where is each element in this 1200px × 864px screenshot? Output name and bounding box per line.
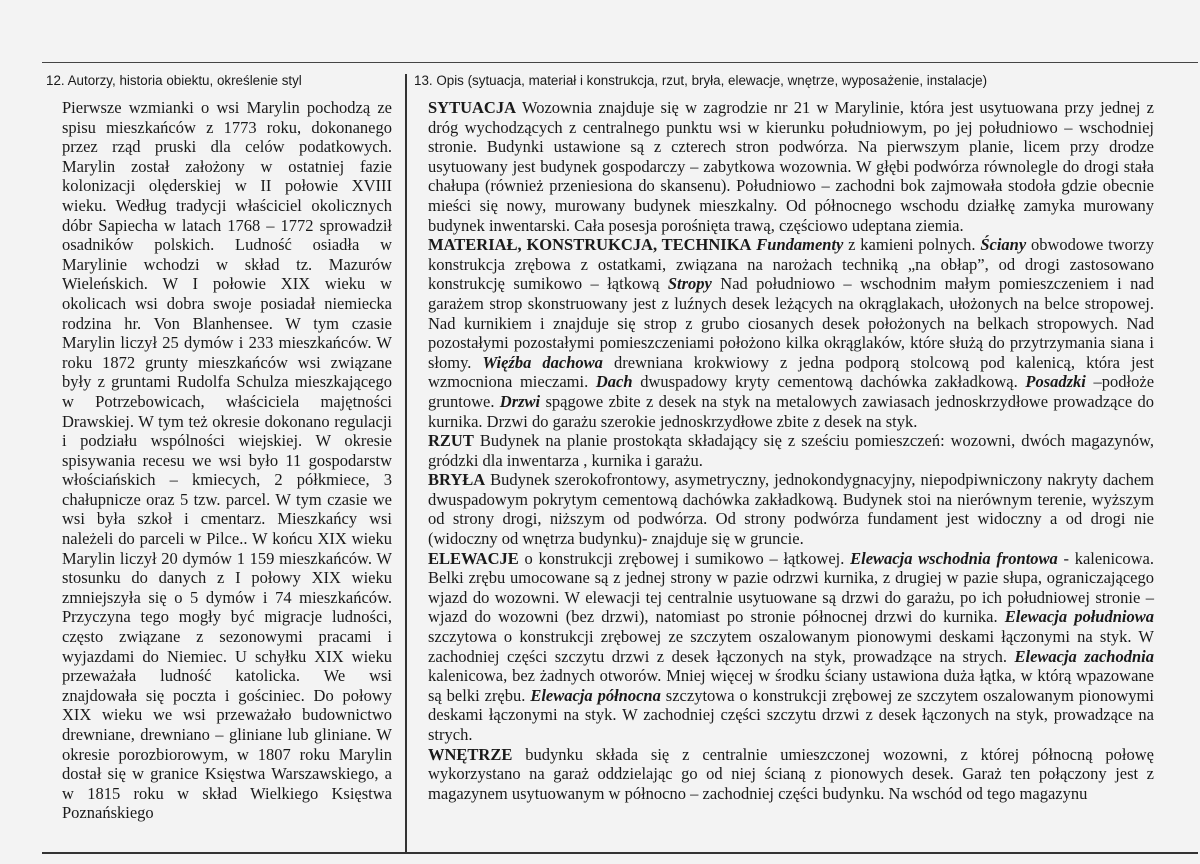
- sciany-text: obwodowe tworzy konstrukcja zrębowa z ostatkami, związana na narożach techniką „na obłap”, od drogi zastosowano konstrukcję sumikowo – łątkową: [428, 235, 1154, 294]
- stropy-text: Nad południowo – wschodnim małym pomieszczeniem i nad garażem strop skonstruowany jest z luźnych desek leżących na okrąglakach, ułożonych na belce stropowej. Nad kurnikiem i znajduje się strop z grubo ciosanych desek położonych na belkach stropowych. Nad pozostałymi pozostałymi pomieszczeniami położono kilka okrąglaków, które służą do przytrzymania siana i słomy.: [428, 274, 1154, 372]
- fundamenty-label: Fundamenty: [756, 235, 844, 255]
- history-paragraph: Pierwsze wzmianki o wsi Marylin pochodzą ze spisu mieszkańców z 1773 roku, dokonanego przez rząd pruski dla celów podatkowych. Marylin został założony w ostatniej fazie kolonizacji olęderskiej w II połowie XVIII wieku. Według tradycji właściciel okolicznych dóbr Sapiecha w latach 1768 – 1772 sprowadził osadników polskich. Ludność osiadła w Marylinie wchodzi w skład tz. Mazurów Wieleńskich. W I połowie XIX wieku w okolicach wsi dobra swoje posiadał niemiecka rodzina hr. Von Blanhensee. W tym czasie Marylin liczył 25 dymów i 233 mieszkańców. W roku 1872 grunty mieszkańców wsi związane były z gruntami Rudolfa Schulza mieszkającego w Potrzebowicach, właściciela majętności Drawskiej. W tym też okresie dokonano regulacji i podziału wspólności wiejskiej. W okresie spisywania recesu we wsi było 11 gospodarstw włościańskich – kmiecych, 2 półkmiece, 3 chałupnicze oraz 5 tzw. parcel. W tym czasie we wsi była szkoł i cmentarz. Mieszkańcy wsi należeli do parceli w Pilce.. W końcu XIX wieku Marylin liczył 20 dymów 1 159 mieszkańców. W stosunku do danych z I połowy XIX wieku zmniejszyła się o 5 dymów i 74 mieszkańców. Przyczyna tego mogły być migracje ludności, często związane z sezonowymi pracami i wyjazdami do Niemiec. U schyłku XIX wieku przeważała ludność katolicka. We wsi znajdowała się poczta i gościniec. Do połowy XIX wieku we wsi przeważało budownictwo drewniane, drewniano – gliniane lub gliniane. W okresie porozbiorowym, w 1807 roku Marylin dostał się w granice Księstwa Warszawskiego, a w 1815 roku w skład Wielkiego Księstwa Poznańskiego: [62, 98, 392, 823]
- elewacja-wschodnia-label: Elewacja wschodnia frontowa: [850, 548, 1058, 568]
- wnetrze-text: budynku składa się z centralnie umieszczonej wozowni, z której północną połowę wykorzystano na garaż oddzielając go od niej ścianą z pionowych desek. Garaż ten połączony jest z magazynem usytuowanym w północno – zachodniej części budynku. Na wschód od tego magazynu: [428, 744, 1154, 803]
- top-rule: [42, 62, 1198, 63]
- elewacja-zachodnia-text: kalenicowa, bez żadnych otworów. Mniej więcej w środku ściany ustawiona duża łątka, w którą wpazowane są belki zrębu.: [428, 666, 1154, 705]
- dach-label: Dach: [595, 372, 633, 392]
- elewacja-poludniowa-text: szczytowa o konstrukcji zrębowej ze szczytem oszalowanym pionowymi deskami łączonymi na styk. W zachodniej części szczytu drzwi z desek łączonych na styk, prowadzące na strych.: [428, 627, 1154, 666]
- sytuacja-text: Wozownia znajduje się w zagrodzie nr 21 w Marylinie, która jest usytuowana przy jednej z dróg wychodzących z centralnego punktu wsi w kierunku południowym, po jej południowo – wschodniej stronie. Budynki ustawione są z czterech stron podwórza. Na pierwszym planie, licem przy drodze usytuowany jest budynek gospodarczy – zabytkowa wozownia. W głębi podwórza równolegle do drogi stała chałupa (również przeniesiona do skansenu). Południowo – zachodni bok zajmowała stodoła gdzie obecnie mieści się nowy, murowany budynek mieszkalny. Od północnego wschodu działkę zamyka murowany budynek inwentarski. Cała posesja porośnięta trawą, częściowo udeptana ziemia.: [428, 98, 1154, 235]
- material-paragraph: [428, 235, 1154, 431]
- column-divider: [405, 74, 407, 854]
- elewacja-poludniowa-label: Elewacja południowa: [1004, 607, 1154, 627]
- drzwi-label: Drzwi: [499, 391, 541, 411]
- elewacje-intro: o konstrukcji zrębowej i sumikowo – łątkowej.: [518, 548, 851, 568]
- wiezba-text: drewniana krokwiowy z jedna podporą stolcową pod kalenicą, która jest wzmocniona mieczami.: [428, 352, 1154, 392]
- bryla-text: Budynek szerokofrontowy, asymetryczny, jednokondygnacyjny, niepodpiwniczony nakryty dachem dwuspadowym pokrytym cementową dachówka zakładkową. Budynek stoi na nierównym terenie, wyższym od strony drogi, niższym od podwórza. Od strony podwórza fundament jest widoczny a od drogi nie (widoczny od wnętrza budynku)- znajduje się w gruncie.: [428, 470, 1154, 549]
- rzut-text: Budynek na planie prostokąta składający się z sześciu pomieszczeń: wozowni, dwóch magazynów, gródzki dla inwentarza , kurnika i garażu.: [428, 431, 1154, 470]
- stropy-label: Stropy: [667, 274, 712, 294]
- wnetrze-heading: WNĘTRZE: [428, 744, 513, 764]
- description-column: [428, 98, 1154, 803]
- posadzki-label: Posadzki: [1025, 372, 1086, 392]
- dach-text: dwuspadowy kryty cementową dachówka zakładkową.: [632, 372, 1026, 392]
- elewacja-polnocna-label: Elewacja północna: [530, 685, 661, 705]
- posadzki-text: –podłoże gruntowe.: [428, 372, 1155, 411]
- wnetrze-paragraph: [428, 745, 1154, 804]
- drzwi-text: spągowe zbite z desek na styk na metalowych zawiasach jednoskrzydłowe prowadzące do kurnika. Drzwi do garażu szerokie jednoskrzydłowe zbite z desek na styk.: [428, 391, 1154, 431]
- history-column: [62, 98, 392, 823]
- sytuacja-paragraph: [428, 98, 1154, 235]
- sciany-label: Ściany: [980, 235, 1027, 255]
- section-12-header: 12. Autorzy, historia obiektu, określenie styl: [46, 73, 302, 88]
- elewacja-wschodnia-text: - kalenicowa. Belki zrębu umocowane są z jednej strony w pazie odrzwi kurnika, z drugiej w pazie słupa, ograniczającego wjazd do wozowni. W elewacji tej centralnie usytuowane są drzwi do garażu, po ich południowej stronie – wjazd do wozowni (bez drzwi), natomiast po stronie północnej drzwi do kurnika.: [428, 548, 1154, 627]
- elewacja-zachodnia-label: Elewacja zachodnia: [1014, 646, 1154, 666]
- bottom-rule: [42, 852, 1198, 854]
- sytuacja-heading: SYTUACJA: [428, 98, 517, 117]
- rzut-paragraph: [428, 431, 1154, 470]
- bryla-heading: BRYŁA: [428, 470, 486, 490]
- section-13-header: 13. Opis (sytuacja, materiał i konstrukcja, rzut, bryła, elewacje, wnętrze, wyposażenie, instalacje): [414, 73, 988, 88]
- bryla-paragraph: [428, 470, 1154, 548]
- wiezba-label: Więźba dachowa: [482, 352, 603, 372]
- material-heading: MATERIAŁ, KONSTRUKCJA, TECHNIKA: [428, 235, 752, 255]
- elewacje-paragraph: [428, 549, 1154, 745]
- rzut-heading: RZUT: [428, 431, 474, 451]
- elewacja-polnocna-text: szczytowa o konstrukcji zrębowej ze szczytem oszalowanym pionowymi deskami łączonymi na styk. W zachodniej części szczytu drzwi z desek łączonych na styk, prowadzące na strych.: [428, 685, 1154, 744]
- elewacje-heading: ELEWACJE: [428, 548, 519, 568]
- fundamenty-text: z kamieni polnych.: [843, 235, 981, 255]
